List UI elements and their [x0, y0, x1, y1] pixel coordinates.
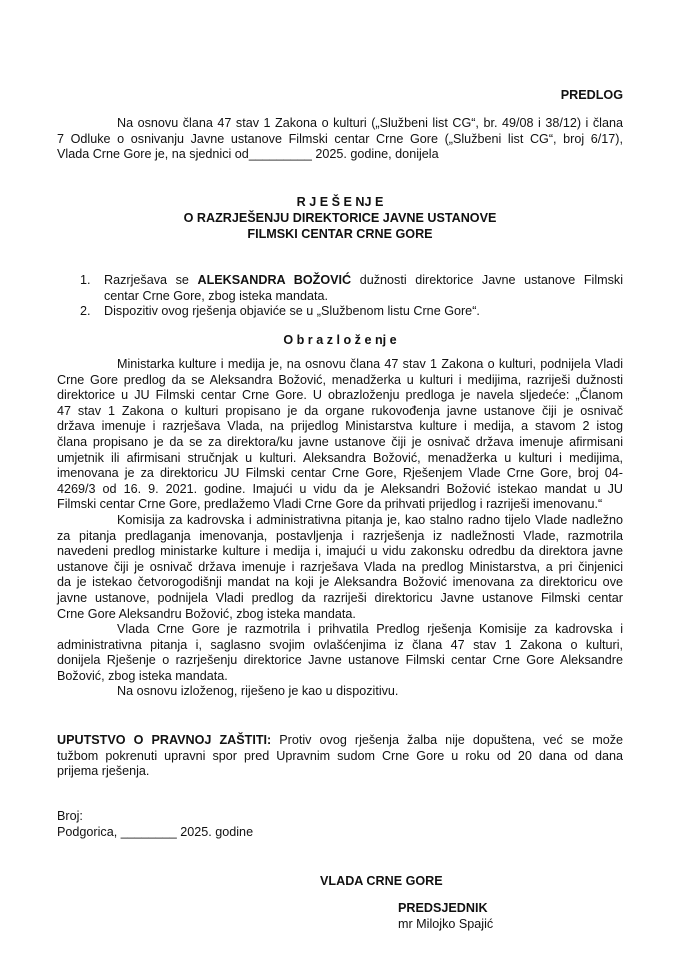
paragraph — [57, 622, 623, 684]
text-line: Dispozitiv ovog rješenja objaviće se u „Službenom listu Crne Gore“. — [104, 304, 480, 319]
paragraph — [57, 513, 623, 622]
list-number: 1. — [80, 273, 91, 287]
text-line: navedeni predlog ministarke kulture i medija i, imajući u vidu zakonsku odredbu da direktora javne — [57, 544, 623, 559]
proposal-label: PREDLOG — [560, 88, 623, 102]
text-segment: dužnosti direktorice Javne ustanove Filmski — [351, 273, 623, 287]
title-line: FILMSKI CENTAR CRNE GORE — [247, 227, 433, 241]
text-line: Na osnovu izloženog, riješeno je kao u dispozitivu. — [117, 684, 399, 699]
text-segment: Razrješava se — [104, 273, 198, 287]
title-line: O RAZRJEŠENJU DIREKTORICE JAVNE USTANOVE — [183, 211, 497, 225]
text-line: administrativna pitanja i, saglasno svojim ovlašćenjima iz člana 47 stav 1 Zakona o kulturi, — [57, 637, 623, 652]
text-line: centar Crne Gore, zbog isteka mandata. — [104, 288, 329, 303]
text-line: 47 stav 1 Zakona o kulturi propisano je da organe rukovođenja javne ustanove čiji je osnivač — [57, 403, 623, 418]
reasoning-heading: O b r a z l o ž e nj e — [283, 333, 397, 347]
person-name: ALEKSANDRA BOŽOVIĆ — [197, 273, 352, 287]
paragraph — [57, 684, 623, 700]
document-number: Broj: — [57, 809, 83, 823]
text-line: 7 Odluke o osnivanju Javne ustanove Filmski centar Crne Gore („Službeni list CG“, broj 6/17), — [57, 131, 623, 146]
text-line: da je istekao četvorogodišnji mandat na koji je Aleksandra Božović imenovana za direktoricu ove — [57, 575, 623, 590]
text-line: umjetnik ili afirmisani stručnjak u kulturi. Aleksandra Božović, menadžerka u kulturi i medijima, — [57, 450, 623, 465]
text-line: ustanove čiji je osnivač država imenuje i razrješava Vlada na predlog Ministarstva, a pri činjenici — [57, 559, 623, 574]
text-line: imenovana je za direktoricu JU Filmski centar Crne Gore, Rješenjem Vlade Crne Gore, broj 04- — [57, 466, 623, 481]
text-line: Na osnovu člana 47 stav 1 Zakona o kulturi („Službeni list CG“, br. 49/08 i 38/12) i člana — [117, 116, 623, 130]
list-item — [80, 304, 623, 320]
text-line — [104, 273, 623, 289]
title-line: R J E Š E NJ E — [296, 195, 384, 209]
legal-remedy — [57, 733, 623, 780]
text-line: 4269/3 od 16. 9. 2021. godine. Imajući u vidu da je Aleksandri Božović istekao mandat u JU — [57, 481, 623, 496]
text-line: Vlada Crne Gore je razmotrila i prihvatila Predlog rješenja Komisije za kadrovska i — [117, 622, 623, 637]
text-line: tužbom pokrenuti upravni spor pred Upravnim sudom Crne Gore u roku od 20 dana od dana — [57, 748, 623, 763]
text-line: javne ustanove, podnijela Vladi predlog da razriješi direktoricu Javne ustanove Filmski centar — [57, 590, 623, 605]
text-line: država imenuje i razrješava Vlada, na prijedlog Ministarstva kulture i medija, a stavom 2 istog — [57, 419, 623, 434]
list-number: 2. — [80, 304, 91, 319]
text-line: direktorice u JU Filmski centar Crne Gore. U obrazloženju predloga je navela sljedeće: „Članom — [57, 388, 623, 403]
signatory-title: PREDSJEDNIK — [398, 901, 488, 915]
document-number-block — [57, 809, 623, 840]
document-title — [57, 194, 623, 242]
signatory-name: mr Milojko Spajić — [398, 917, 494, 931]
text-line: Vlada Crne Gore je, na sjednici od_________ 2025. godine, donijela — [57, 147, 439, 162]
list-item — [80, 273, 623, 304]
dispositive-list — [80, 273, 623, 320]
text-line: za pitanja predlaganja imenovanja, postavljenja i razrješenja iz nadležnosti Vlade, razmotrila — [57, 528, 623, 543]
text-line — [57, 733, 623, 749]
place-date: Podgorica, ________ 2025. godine — [57, 824, 254, 839]
issuing-authority: VLADA CRNE GORE — [320, 874, 443, 888]
text-line: Komisija za kadrovska i administrativna pitanja je, kao stalno radno tijelo Vlade nadležno — [117, 512, 623, 527]
legal-remedy-label: UPUTSTVO O PRAVNOJ ZAŠTITI: — [57, 733, 272, 747]
text-line: Ministarka kulture i medija je, na osnovu člana 47 stav 1 Zakona o kulturi, podnijela Vladi — [117, 357, 623, 371]
text-line: Crne Gore predlog da se Aleksandra Božović, menadžerka u kulturi i medijima, razriješi dužnosti — [57, 372, 623, 387]
text-line: Crne Gore Aleksandru Božović, zbog isteka mandata. — [57, 606, 356, 621]
text-line: Božović, zbog isteka mandata. — [57, 668, 228, 683]
reasoning-body — [57, 357, 623, 700]
text-line: prijema rješenja. — [57, 764, 150, 779]
paragraph — [57, 357, 623, 513]
text-line: člana propisano je da se za direktora/ku javne ustanove čiji je osnivač država imenuje afirmisani — [57, 434, 623, 449]
text-line: donijela Rješenje o razrješenju direktorice Javne ustanove Filmski centar Crne Gore Aleksandre — [57, 653, 623, 668]
text-segment: Protiv ovog rješenja žalba nije dopuštena, već se može — [271, 733, 624, 747]
text-line: Filmski centar Crne Gore, predlažemo Vladi Crne Gore da prihvati prijedlog i razriješi imenovanu.“ — [57, 497, 603, 512]
preamble — [57, 116, 623, 163]
